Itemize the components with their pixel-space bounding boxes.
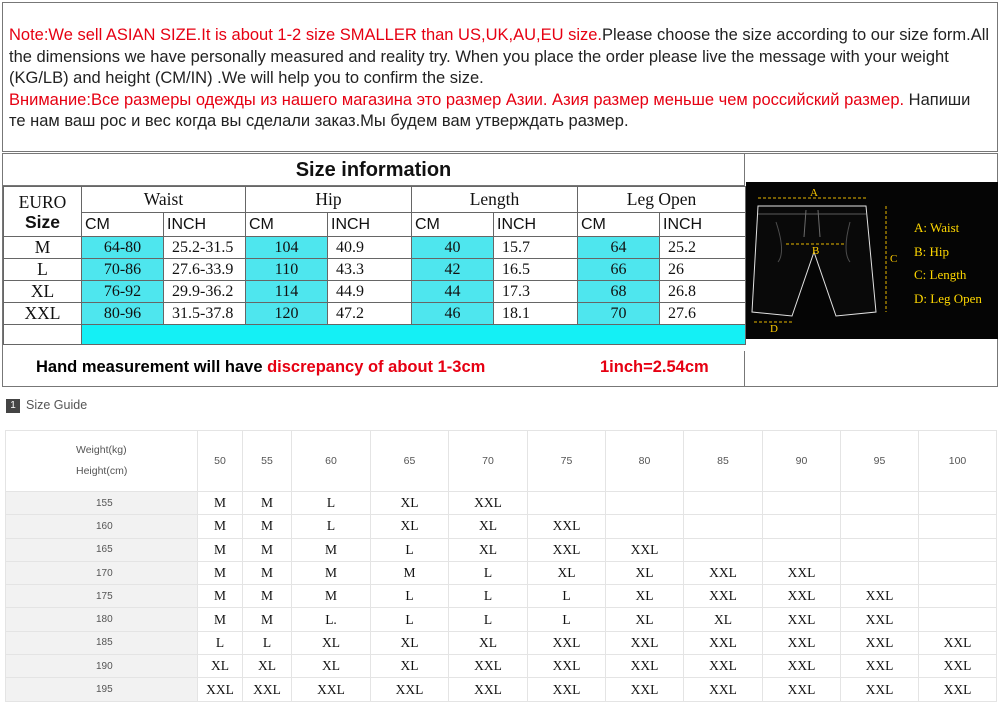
size-value: 44.9 <box>328 281 412 303</box>
size-value: 46 <box>412 303 494 325</box>
cyan-band <box>82 325 746 345</box>
weight-column-header: 85 <box>684 431 763 492</box>
size-value: 43.3 <box>328 259 412 281</box>
size-cell: L <box>371 538 449 561</box>
size-value: 80-96 <box>82 303 164 325</box>
size-value: 29.9-36.2 <box>164 281 246 303</box>
size-cell <box>919 561 997 584</box>
diagram-letter-a: A <box>810 187 818 199</box>
euro-size-header: EURO Size <box>4 187 82 237</box>
shorts-diagram <box>746 182 998 339</box>
size-cell: XL <box>371 492 449 515</box>
size-cell: L <box>371 608 449 631</box>
size-cell <box>684 538 763 561</box>
size-cell: L <box>528 585 606 608</box>
inch-conversion: 1inch=2.54cm <box>600 358 709 376</box>
size-cell: XXL <box>528 538 606 561</box>
size-label: L <box>4 259 82 281</box>
size-cell: XXL <box>528 678 606 701</box>
diagram-legend <box>914 216 982 310</box>
size-cell: XXL <box>841 608 919 631</box>
note-russian-instructions: Напиши те нам ваш рос и вес когда вы сделали заказ.Мы будем вам утверждать размер. <box>9 90 971 130</box>
size-cell: XXL <box>606 655 684 678</box>
size-value: 18.1 <box>494 303 578 325</box>
size-cell: XXL <box>292 678 371 701</box>
height-row-header: 180 <box>6 608 198 631</box>
size-cell <box>841 538 919 561</box>
unit-header: CM <box>82 213 164 237</box>
size-cell: XXL <box>763 631 841 654</box>
table-row <box>6 631 997 654</box>
size-cell: L <box>292 515 371 538</box>
size-cell: XXL <box>763 678 841 701</box>
size-row <box>4 281 746 303</box>
size-label: M <box>4 237 82 259</box>
size-cell <box>841 515 919 538</box>
weight-column-header: 95 <box>841 431 919 492</box>
size-cell: XL <box>371 655 449 678</box>
size-cell: M <box>292 561 371 584</box>
weight-column-header: 70 <box>449 431 528 492</box>
unit-header: CM <box>578 213 660 237</box>
size-cell: XL <box>449 631 528 654</box>
size-cell <box>606 492 684 515</box>
size-value: 104 <box>246 237 328 259</box>
table-row <box>6 678 997 701</box>
weight-column-header: 65 <box>371 431 449 492</box>
size-cell: L <box>528 608 606 631</box>
size-cell <box>606 515 684 538</box>
size-cell: XL <box>292 655 371 678</box>
size-cell <box>841 561 919 584</box>
size-cell: XL <box>606 585 684 608</box>
weight-column-header: 55 <box>243 431 292 492</box>
size-cell <box>919 538 997 561</box>
table-row <box>6 538 997 561</box>
discrepancy-prefix: Hand measurement will have <box>36 358 268 376</box>
size-guide-label: Size Guide <box>26 398 88 412</box>
size-cell: M <box>198 585 243 608</box>
shorts-icon <box>746 182 911 339</box>
size-cell <box>684 515 763 538</box>
size-value: 31.5-37.8 <box>164 303 246 325</box>
size-information-panel <box>2 153 998 387</box>
size-value: 114 <box>246 281 328 303</box>
note-asian-size: Note:We sell ASIAN SIZE.It is about 1-2 size SMALLER than US,UK,AU,EU size. <box>9 26 603 44</box>
weight-column-header: 80 <box>606 431 684 492</box>
size-cell: XXL <box>243 678 292 701</box>
height-label: Height(cm) <box>76 465 128 477</box>
weight-column-header: 100 <box>919 431 997 492</box>
size-value: 70-86 <box>82 259 164 281</box>
size-cell: M <box>243 515 292 538</box>
unit-header: INCH <box>660 213 746 237</box>
section-number: 1 <box>6 399 20 413</box>
size-cell: XL <box>371 515 449 538</box>
size-cell: L. <box>292 608 371 631</box>
height-row-header: 190 <box>6 655 198 678</box>
size-cell: XXL <box>449 655 528 678</box>
height-row-header: 170 <box>6 561 198 584</box>
size-cell: XL <box>449 515 528 538</box>
size-cell <box>919 585 997 608</box>
size-table <box>3 186 746 345</box>
size-value: 64 <box>578 237 660 259</box>
size-cell <box>919 608 997 631</box>
size-cell: XL <box>243 655 292 678</box>
blank-cell <box>4 325 82 345</box>
size-cell: XL <box>606 561 684 584</box>
size-value: 64-80 <box>82 237 164 259</box>
size-cell: M <box>292 585 371 608</box>
size-value: 47.2 <box>328 303 412 325</box>
size-value: 120 <box>246 303 328 325</box>
leg-open-header: Leg Open <box>578 187 746 213</box>
size-cell: XXL <box>763 585 841 608</box>
size-cell: XXL <box>684 631 763 654</box>
size-cell: XXL <box>684 655 763 678</box>
size-cell <box>684 492 763 515</box>
unit-header: CM <box>412 213 494 237</box>
size-note <box>2 2 998 152</box>
legend-length: C: Length <box>914 267 967 282</box>
size-cell: XL <box>528 561 606 584</box>
size-cell: M <box>243 608 292 631</box>
size-cell: L <box>198 631 243 654</box>
table-row <box>6 585 997 608</box>
size-cell: XXL <box>919 631 997 654</box>
size-cell: XXL <box>763 561 841 584</box>
weight-column-header: 90 <box>763 431 841 492</box>
size-guide-table <box>5 430 997 702</box>
diagram-letter-d: D <box>770 323 778 335</box>
size-cell: XXL <box>449 678 528 701</box>
size-cell: XXL <box>198 678 243 701</box>
size-cell <box>919 515 997 538</box>
size-cell: XXL <box>449 492 528 515</box>
size-cell: XL <box>449 538 528 561</box>
size-cell: L <box>449 585 528 608</box>
table-row <box>6 608 997 631</box>
table-row <box>6 492 997 515</box>
size-cell: XXL <box>528 631 606 654</box>
size-value: 26 <box>660 259 746 281</box>
size-value: 15.7 <box>494 237 578 259</box>
weight-column-header: 50 <box>198 431 243 492</box>
size-cell: M <box>371 561 449 584</box>
table-row <box>6 515 997 538</box>
size-cell: XL <box>292 631 371 654</box>
size-row <box>4 237 746 259</box>
size-cell: XL <box>371 631 449 654</box>
size-cell: XXL <box>528 515 606 538</box>
size-value: 110 <box>246 259 328 281</box>
size-cell: M <box>198 492 243 515</box>
size-cell: XXL <box>841 678 919 701</box>
height-row-header: 175 <box>6 585 198 608</box>
height-row-header: 155 <box>6 492 198 515</box>
size-cell: L <box>243 631 292 654</box>
size-cell: XXL <box>606 538 684 561</box>
size-cell: XXL <box>841 585 919 608</box>
size-value: 70 <box>578 303 660 325</box>
size-cell: M <box>198 538 243 561</box>
size-cell: XL <box>606 608 684 631</box>
size-value: 42 <box>412 259 494 281</box>
weight-column-header: 60 <box>292 431 371 492</box>
diagram-letter-c: C <box>890 253 898 265</box>
legend-hip: B: Hip <box>914 243 950 259</box>
diagram-letter-b: B <box>812 245 820 257</box>
table-row <box>6 561 997 584</box>
length-header: Length <box>412 187 578 213</box>
size-cell: XXL <box>763 608 841 631</box>
size-cell: XXL <box>684 678 763 701</box>
size-cell <box>919 492 997 515</box>
size-cell: XXL <box>841 655 919 678</box>
size-value: 44 <box>412 281 494 303</box>
size-value: 25.2 <box>660 237 746 259</box>
size-value: 16.5 <box>494 259 578 281</box>
size-cell: L <box>371 585 449 608</box>
size-cell <box>763 515 841 538</box>
weight-height-header <box>6 431 198 492</box>
weight-column-header: 75 <box>528 431 606 492</box>
size-row <box>4 259 746 281</box>
size-cell: M <box>243 538 292 561</box>
size-cell: XXL <box>684 561 763 584</box>
size-guide-heading <box>6 398 87 413</box>
size-row <box>4 303 746 325</box>
unit-header: INCH <box>494 213 578 237</box>
unit-header: INCH <box>328 213 412 237</box>
size-label: XL <box>4 281 82 303</box>
size-value: 76-92 <box>82 281 164 303</box>
size-cell: XL <box>198 655 243 678</box>
weight-label: Weight(kg) <box>76 444 127 456</box>
size-cell <box>528 492 606 515</box>
size-cell: M <box>198 561 243 584</box>
measurement-note <box>3 351 745 387</box>
size-cell: XXL <box>371 678 449 701</box>
size-cell: M <box>243 585 292 608</box>
size-cell <box>763 492 841 515</box>
legend-leg-open: D: Leg Open <box>914 290 982 306</box>
note-instructions: Please choose the size according to our size form.All the dimensions we have personally measured and reality try. When you place the order please live the message with your weight (KG/LB) and height (CM/IN) .We will help you to confirm the size. <box>9 26 990 87</box>
unit-header: INCH <box>164 213 246 237</box>
unit-header: CM <box>246 213 328 237</box>
legend-waist: A: Waist <box>914 220 960 235</box>
size-cell: M <box>243 492 292 515</box>
size-cell: L <box>449 608 528 631</box>
size-cell: M <box>292 538 371 561</box>
size-cell: XXL <box>919 655 997 678</box>
hip-header: Hip <box>246 187 412 213</box>
size-value: 25.2-31.5 <box>164 237 246 259</box>
size-value: 26.8 <box>660 281 746 303</box>
table-row <box>6 655 997 678</box>
size-cell: L <box>449 561 528 584</box>
size-cell: M <box>243 561 292 584</box>
height-row-header: 160 <box>6 515 198 538</box>
size-value: 66 <box>578 259 660 281</box>
waist-header: Waist <box>82 187 246 213</box>
size-value: 40 <box>412 237 494 259</box>
height-row-header: 165 <box>6 538 198 561</box>
size-cell <box>841 492 919 515</box>
size-cell: XXL <box>841 631 919 654</box>
size-cell: M <box>198 515 243 538</box>
size-cell: M <box>198 608 243 631</box>
height-row-header: 185 <box>6 631 198 654</box>
size-cell: XXL <box>606 678 684 701</box>
size-cell: XXL <box>763 655 841 678</box>
size-value: 40.9 <box>328 237 412 259</box>
size-value: 17.3 <box>494 281 578 303</box>
size-cell <box>763 538 841 561</box>
size-label: XXL <box>4 303 82 325</box>
size-information-title: Size information <box>3 154 745 186</box>
size-cell: XXL <box>606 631 684 654</box>
size-cell: XXL <box>919 678 997 701</box>
size-value: 27.6-33.9 <box>164 259 246 281</box>
size-value: 68 <box>578 281 660 303</box>
size-cell: L <box>292 492 371 515</box>
size-cell: XL <box>684 608 763 631</box>
note-russian: Внимание:Все размеры одежды из нашего магазина это размер Азии. Азия размер меньше чем российский размер. <box>9 90 905 109</box>
height-row-header: 195 <box>6 678 198 701</box>
discrepancy-text: discrepancy of about 1-3cm <box>267 358 486 376</box>
size-cell: XXL <box>684 585 763 608</box>
size-cell: XXL <box>528 655 606 678</box>
size-value: 27.6 <box>660 303 746 325</box>
